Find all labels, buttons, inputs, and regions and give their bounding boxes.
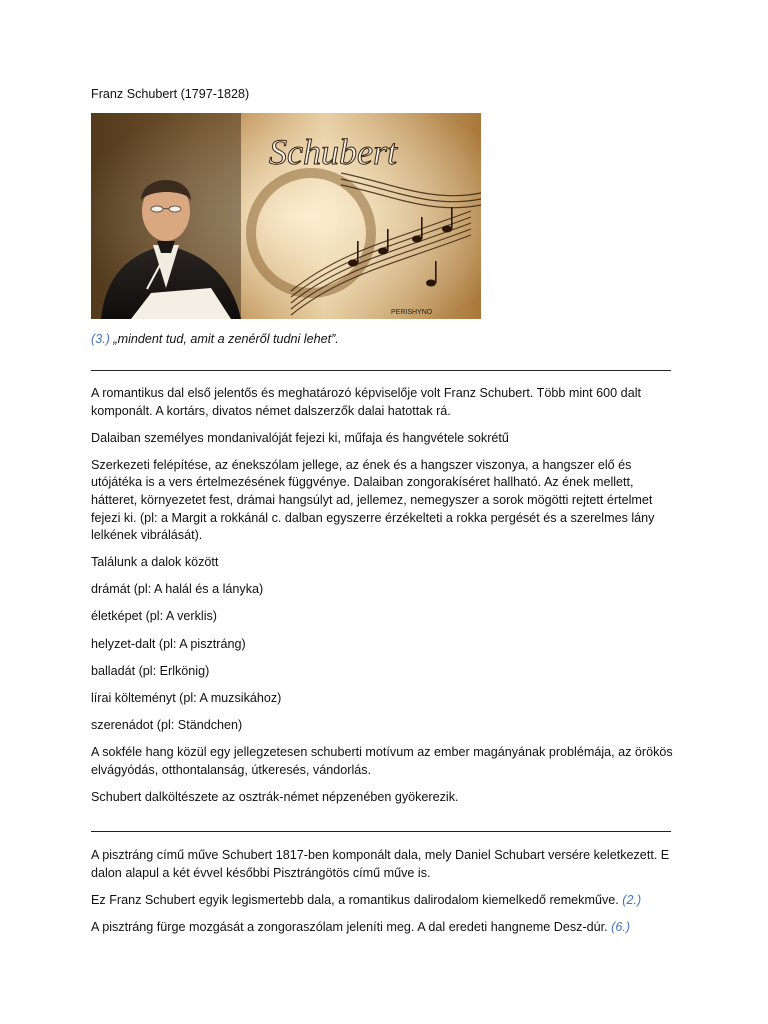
- paragraph: A romantikus dal első jelentős és meghatározó képviselője volt Franz Schubert. Több mint 600 dalt komponált. A kortárs, divatos német dalszerzők dalai hatottak rá.: [91, 386, 641, 418]
- section-trout: [91, 847, 683, 946]
- caption-reference: (3.): [91, 332, 110, 346]
- paragraph-reference: (2.): [622, 892, 642, 907]
- paragraph: Schubert dalköltészete az osztrák-német népzenében gyökerezik.: [91, 789, 459, 804]
- section-romantic-song: [91, 385, 683, 816]
- paragraph: Szerkezeti felépítése, az énekszólam jellege, az ének és a hangszer viszonya, a hangszer elő és utójátéka is a vers értelmezésének függvénye. Dalaiban zongorakíséret hallható. Az ének mellett, hátteret, környezetet fest, drámai hangsúlyt ad, jellemez, nemegyszer a sorok mögötti rejtett értelmet fejezi ki. (pl: a Margit a rokkánál c. dalban egyszerre érzékelteti a rokka pergését és a szerelmes lány lelkének vibrálását).: [91, 457, 655, 543]
- image-caption: [91, 331, 339, 349]
- paragraph-text: A pisztráng fürge mozgását a zongoraszólam jeleníti meg. A dal eredeti hangneme Desz-dúr.: [91, 919, 612, 934]
- list-item: szerenádot (pl: Ständchen): [91, 717, 243, 732]
- paragraph-reference: (6.): [611, 919, 631, 934]
- list-item: balladát (pl: Erlkönig): [91, 663, 210, 678]
- caption-quote: „mindent tud, amit a zenéről tudni lehet”.: [113, 332, 339, 346]
- image-signature: PERISHYNO: [391, 309, 433, 316]
- list-item: életképet (pl: A verklis): [91, 609, 217, 624]
- paragraph: A pisztráng című műve Schubert 1817-ben komponált dala, mely Daniel Schubart versére keletkezett. E dalon alapul a két évvel későbbi Pisztrángötös című műve is.: [91, 848, 670, 880]
- section-divider-1: [91, 370, 671, 371]
- list-item: helyzet-dalt (pl: A pisztráng): [91, 636, 246, 651]
- section-divider-2: [91, 831, 671, 832]
- paragraph: A sokféle hang közül egy jellegzetesen schuberti motívum az ember magányának problémája, az örökös elvágyódás, otthontalanság, útkeresés, vándorlás.: [91, 744, 673, 777]
- banner-title-text: Schubert: [269, 132, 397, 172]
- list-item: drámát (pl: A halál és a lányka): [91, 582, 264, 597]
- paragraph: [91, 892, 683, 910]
- paragraph: Találunk a dalok között: [91, 555, 219, 570]
- list-item: lírai költeményt (pl: A muzsikához): [91, 690, 282, 705]
- paragraph: [91, 919, 683, 937]
- paragraph-text: Ez Franz Schubert egyik legismertebb dala, a romantikus dalirodalom kiemelkedő remekműve.: [91, 892, 623, 907]
- paragraph: Dalaiban személyes mondanivalóját fejezi ki, műfaja és hangvétele sokrétű: [91, 430, 509, 445]
- document-title: Franz Schubert (1797-1828): [91, 87, 250, 101]
- schubert-banner-image: [91, 113, 481, 319]
